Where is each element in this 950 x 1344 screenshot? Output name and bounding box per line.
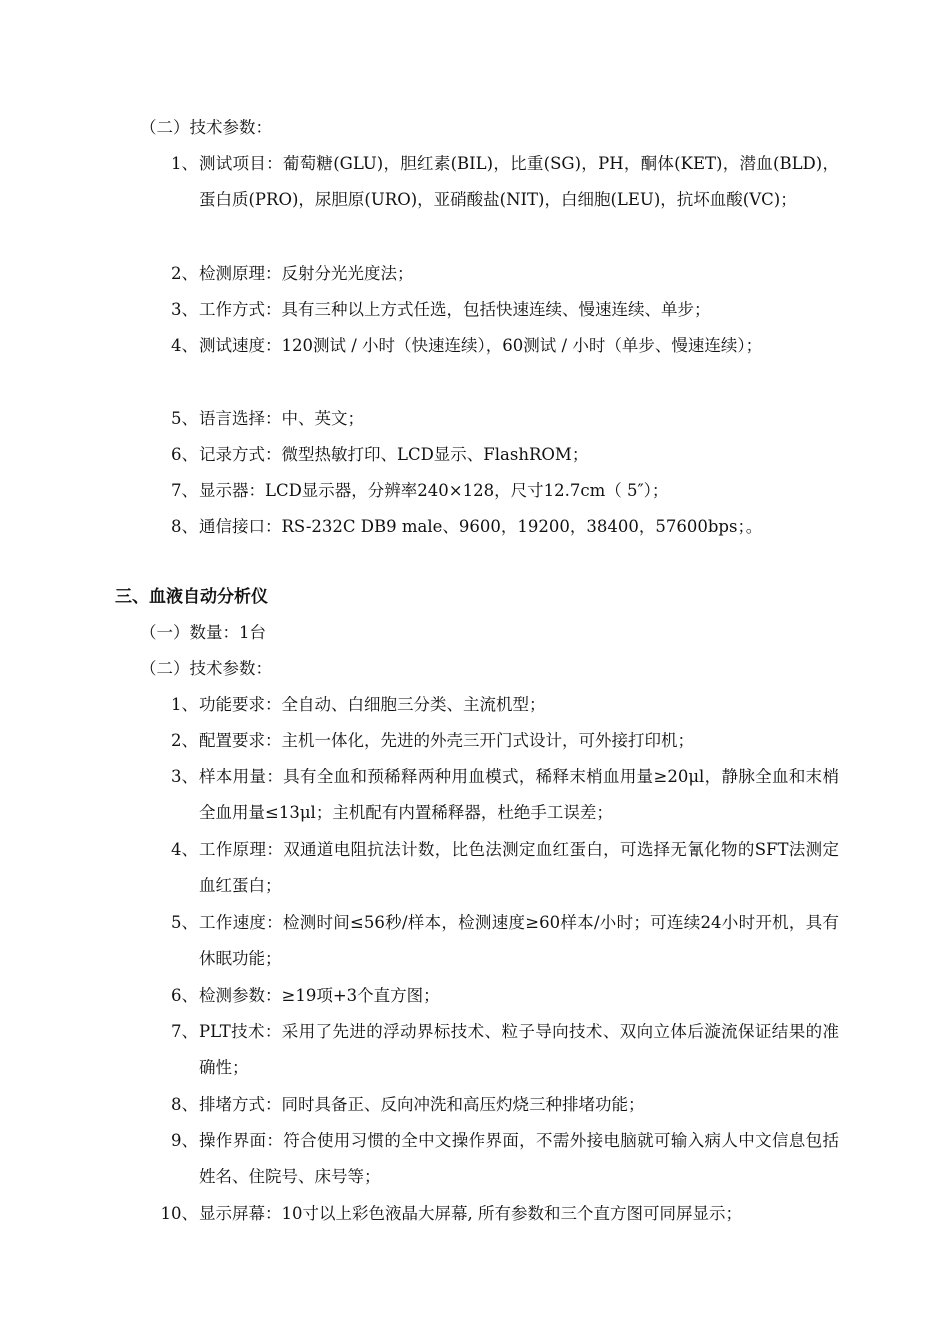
item-number: 10、 [160, 1204, 198, 1223]
item-text: 工作原理：双通道电阻抗法计数，比色法测定血红蛋白，可选择无氰化物的SFT法测定血红蛋白； [199, 840, 839, 895]
item-number: 8、 [171, 1095, 198, 1114]
item-number: 9、 [171, 1131, 198, 1150]
item-text: 配置要求：主机一体化，先进的外壳三开门式设计，可外接打印机； [199, 731, 694, 750]
item-text: 显示屏幕：10寸以上彩色液晶大屏幕, 所有参数和三个直方图可同屏显示； [199, 1204, 742, 1223]
item-number: 6、 [171, 445, 198, 464]
tech-params-heading: （二）技术参数： [140, 118, 272, 137]
item-text: 检测原理：反射分光光度法； [199, 264, 414, 283]
item-text: PLT技术：采用了先进的浮动界标技术、粒子导向技术、双向立体后漩流保证结果的准确性； [199, 1022, 839, 1077]
item-number: 3、 [171, 767, 198, 786]
tech-params-heading: （二）技术参数： [140, 659, 272, 678]
item-text: 功能要求：全自动、白细胞三分类、主流机型； [199, 695, 546, 714]
item-text: 显示器：LCD显示器，分辨率240×128，尺寸12.7cm（ 5″）； [199, 481, 669, 500]
item-number: 4、 [171, 840, 198, 859]
item-number: 2、 [171, 264, 198, 283]
item-number: 7、 [171, 1022, 198, 1041]
item-text: 测试速度：120测试 / 小时（快速连续），60测试 / 小时（单步、慢速连续）； [199, 336, 763, 355]
item-text: 记录方式：微型热敏打印、LCD显示、FlashROM； [199, 445, 589, 464]
item-number: 5、 [171, 409, 198, 428]
item-number: 5、 [171, 913, 198, 932]
item-text: 工作速度：检测时间≤56秒/样本，检测速度≥60样本/小时；可连续24小时开机，具有休眠功能； [199, 913, 839, 968]
item-text: 样本用量：具有全血和预稀释两种用血模式，稀释末梢血用量≥20μl，静脉全血和末梢全血用量≤13μl；主机配有内置稀释器，杜绝手工误差； [199, 767, 839, 822]
quantity-line: （一）数量：1台 [140, 623, 266, 642]
item-text: 语言选择：中、英文； [199, 409, 364, 428]
item-number: 7、 [171, 481, 198, 500]
item-number: 2、 [171, 731, 198, 750]
item-number: 3、 [171, 300, 198, 319]
item-text: 检测参数：≥19项+3个直方图； [199, 986, 440, 1005]
section-title: 三、血液自动分析仪 [115, 587, 268, 607]
item-number: 1、 [171, 154, 198, 173]
item-text: 通信接口：RS-232C DB9 male、9600，19200，38400，57600bps；。 [199, 517, 763, 536]
item-text: 测试项目：葡萄糖(GLU)，胆红素(BIL)，比重(SG)，PH，酮体(KET)，潜血(BLD)，蛋白质(PRO)，尿胆原(URO)，亚硝酸盐(NIT)，白细胞(LEU)，抗坏血酸(VC)； [199, 154, 839, 209]
item-number: 8、 [171, 517, 198, 536]
item-text: 排堵方式：同时具备正、反向冲洗和高压灼烧三种排堵功能； [199, 1095, 645, 1114]
item-text: 工作方式：具有三种以上方式任选，包括快速连续、慢速连续、单步； [199, 300, 711, 319]
item-number: 1、 [171, 695, 198, 714]
item-number: 4、 [171, 336, 198, 355]
item-number: 6、 [171, 986, 198, 1005]
item-text: 操作界面：符合使用习惯的全中文操作界面，不需外接电脑就可输入病人中文信息包括姓名、住院号、床号等； [199, 1131, 839, 1186]
